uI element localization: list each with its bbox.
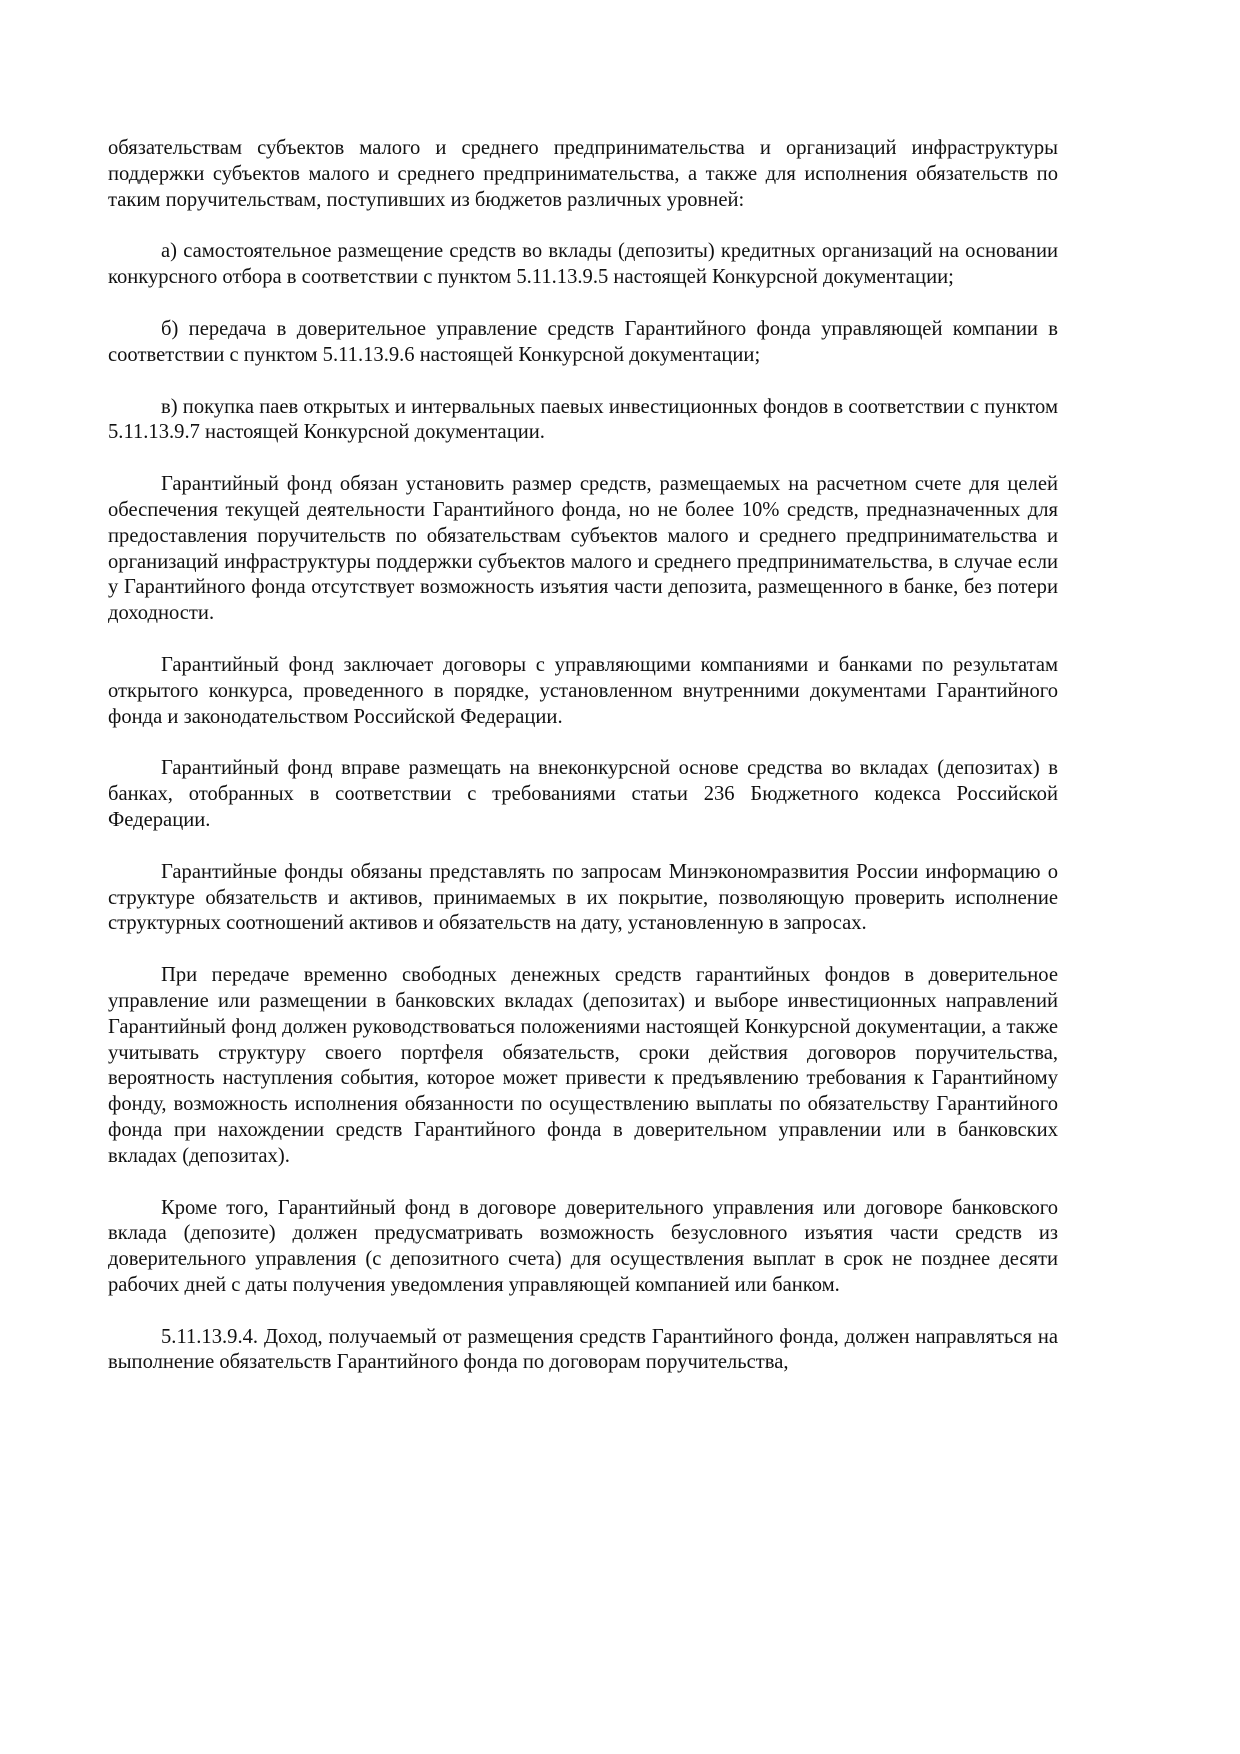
document-page [108, 136, 1058, 1376]
paragraph-item-v: в) покупка паев открытых и интервальных паевых инвестиционных фондов в соответствии с пунктом 5.11.13.9.7 настоящей Конкурсной документации. [108, 395, 1058, 444]
paragraph-section-5-11-13-9-4: 5.11.13.9.4. Доход, получаемый от размещения средств Гарантийного фонда, должен направляться на выполнение обязательств Гарантийного фонда по договорам поручительства, [108, 1325, 1058, 1374]
paragraph-settlement-account: Гарантийный фонд обязан установить размер средств, размещаемых на расчетном счете для целей обеспечения текущей деятельности Гарантийного фонда, но не более 10% средств, предназначенных для предоставления поручительств по обязательствам субъектов малого и среднего предпринимательства и организаций инфраструктуры поддержки субъектов малого и среднего предпринимательства, в случае если у Гарантийного фонда отсутствует возможность изъятия части депозита, размещенного в банке, без потери доходности. [108, 473, 1058, 625]
paragraph-continuation: обязательствам субъектов малого и среднего предпринимательства и организаций инфраструктуры поддержки субъектов малого и среднего предпринимательства, а также для исполнения обязательств по таким поручительствам, поступивших из бюджетов различных уровней: [108, 137, 1058, 211]
paragraph-trust-management: При передаче временно свободных денежных средств гарантийных фондов в доверительное управление или размещении в банковских вкладах (депозитах) и выборе инвестиционных направлений Гарантийный фонд должен руководствоваться положениями настоящей Конкурсной документации, а также учитывать структуру своего портфеля обязательств, сроки действия договоров поручительства, вероятность наступления события, которое может привести к предъявлению требования к Гарантийному фонду, возможность исполнения обязанности по осуществлению выплаты по обязательству Гарантийного фонда при нахождении средств Гарантийного фонда в доверительном управлении или в банковских вкладах (депозитах). [108, 964, 1058, 1167]
paragraph-contracts: Гарантийный фонд заключает договоры с управляющими компаниями и банками по результатам открытого конкурса, проведенного в порядке, установленном внутренними документами Гарантийного фонда и законодательством Российской Федерации. [108, 653, 1058, 728]
paragraph-reporting: Гарантийные фонды обязаны представлять по запросам Минэкономразвития России информацию о структуре обязательств и активов, принимаемых в их покрытие, позволяющую проверить исполнение структурных соотношений активов и обязательств на дату, установленную в запросах. [108, 860, 1058, 935]
paragraph-item-a: а) самостоятельное размещение средств во вклады (депозиты) кредитных организаций на основании конкурсного отбора в соответствии с пунктом 5.11.13.9.5 настоящей Конкурсной документации; [108, 240, 1058, 289]
paragraph-non-competitive: Гарантийный фонд вправе размещать на внеконкурсной основе средства во вкладах (депозитах) в банках, отобранных в соответствии с требованиями статьи 236 Бюджетного кодекса Российской Федерации. [108, 757, 1058, 831]
paragraph-item-b: б) передача в доверительное управление средств Гарантийного фонда управляющей компании в соответствии с пунктом 5.11.13.9.6 настоящей Конкурсной документации; [108, 317, 1058, 366]
paragraph-withdrawal: Кроме того, Гарантийный фонд в договоре доверительного управления или договоре банковского вклада (депозите) должен предусматривать возможность безусловного изъятия части средств из доверительного управления (с депозитного счета) для осуществления выплат в срок не позднее десяти рабочих дней с даты получения уведомления управляющей компанией или банком. [108, 1196, 1058, 1296]
